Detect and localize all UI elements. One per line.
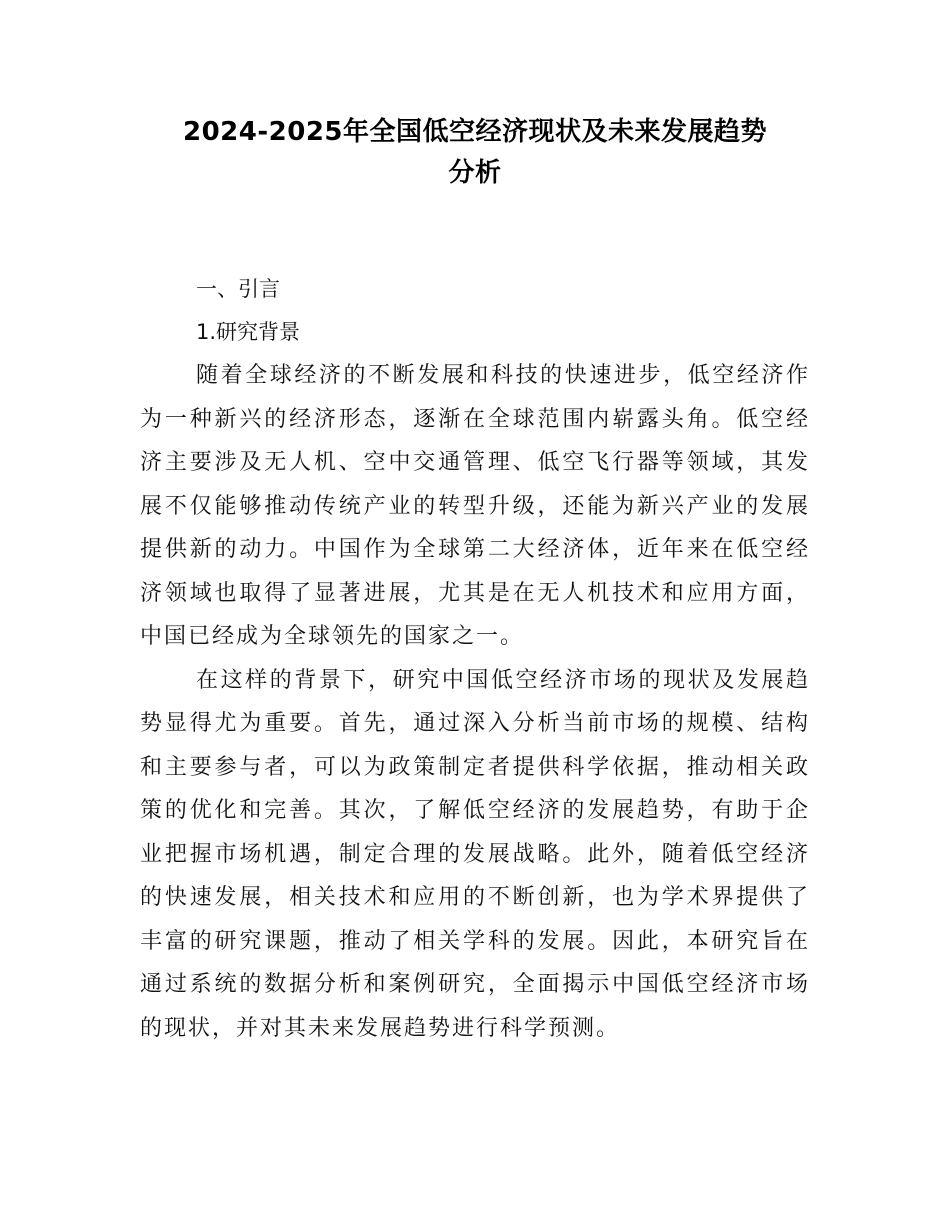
section-introduction bbox=[140, 268, 810, 1050]
section-heading: 一、引言 bbox=[196, 277, 280, 301]
paragraph-1: 随着全球经济的不断发展和科技的快速进步，低空经济作为一种新兴的经济形态，逐渐在全球范围内崭露头角。低空经济主要涉及无人机、空中交通管理、低空飞行器等领域，其发展不仅能够推动传统产业的转型升级，还能为新兴产业的发展提供新的动力。中国作为全球第二大经济体，近年来在低空经济领域也取得了显著进展，尤其是在无人机技术和应用方面，中国已经成为全球领先的国家之一。 bbox=[140, 363, 810, 649]
document-title-line-1: 2024-2025年全国低空经济现状及未来发展趋势 bbox=[182, 117, 768, 147]
paragraph-2: 在这样的背景下，研究中国低空经济市场的现状及发展趋势显得尤为重要。首先，通过深入分析当前市场的规模、结构和主要参与者，可以为政策制定者提供科学依据，推动相关政策的优化和完善。其次，了解低空经济的发展趋势，有助于企业把握市场机遇，制定合理的发展战略。此外，随着低空经济的快速发展，相关技术和应用的不断创新，也为学术界提供了丰富的研究课题，推动了相关学科的发展。因此，本研究旨在通过系统的数据分析和案例研究，全面揭示中国低空经济市场的现状，并对其未来发展趋势进行科学预测。 bbox=[140, 667, 810, 1041]
document-title bbox=[140, 112, 810, 194]
document-title-line-2: 分析 bbox=[448, 158, 502, 188]
subsection-heading: 1.研究背景 bbox=[196, 320, 301, 344]
